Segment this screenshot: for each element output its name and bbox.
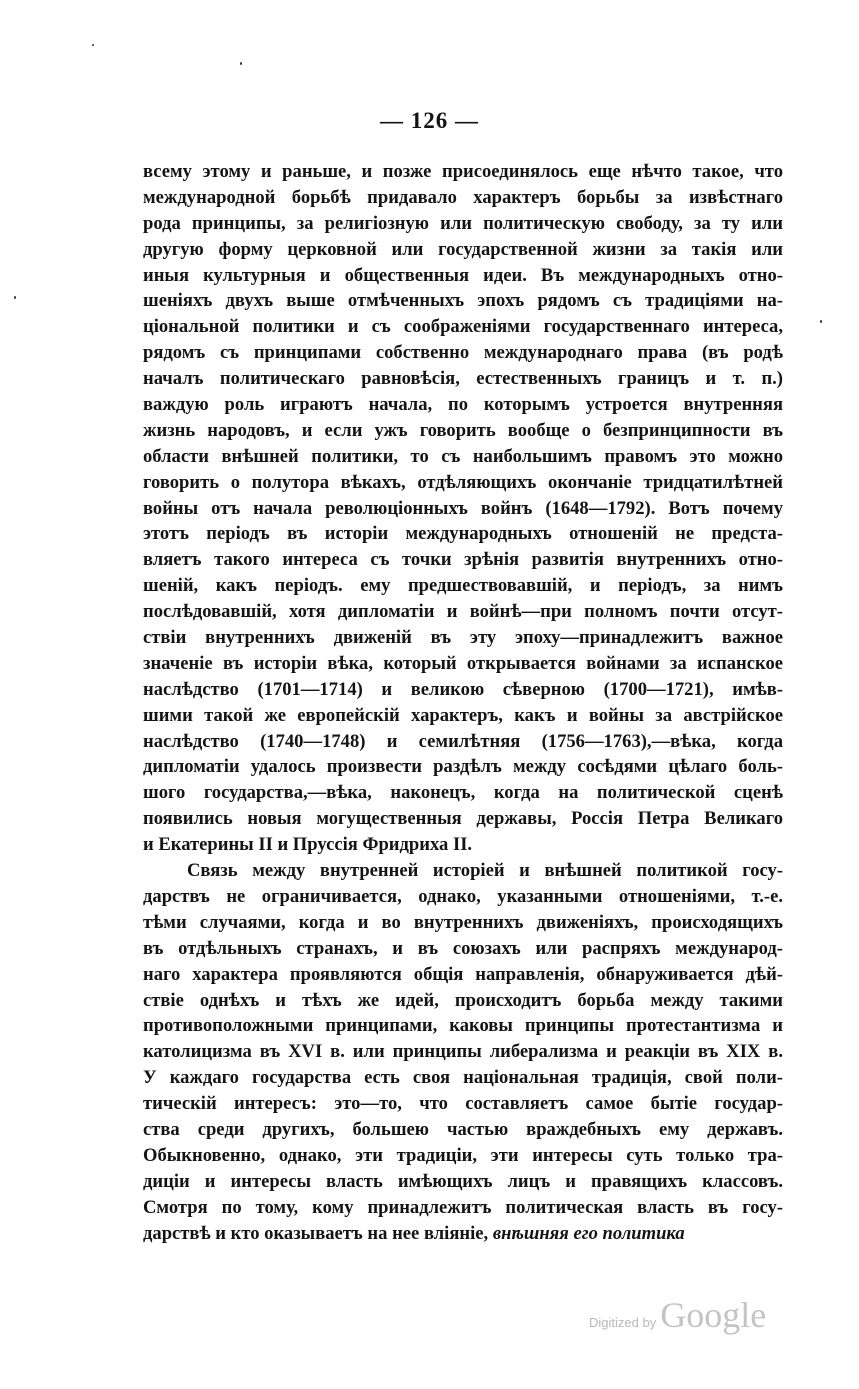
italic-phrase: внѣшняя его политика bbox=[492, 1222, 685, 1244]
text-line: появились новыя могущественныя державы, Россія Петра Великаго bbox=[143, 808, 783, 830]
text-line: тическій интересъ: это—то, что составляетъ самое бытіе государ- bbox=[143, 1093, 783, 1115]
google-logo: Google bbox=[660, 1295, 767, 1335]
text-line: ства среди другихъ, большею частью враждебныхъ ему державъ. bbox=[143, 1118, 783, 1140]
text-line: наслѣдство (1701—1714) и великою сѣверною (1700—1721), имѣв- bbox=[143, 678, 783, 700]
text-line: католицизма въ XVI в. или принципы либерализма и реакціи въ XIX в. bbox=[143, 1041, 783, 1063]
text-line: ціональной политики и съ соображеніями государственнаго интереса, bbox=[143, 316, 783, 338]
text-line-final bbox=[143, 1221, 783, 1247]
text-line: шими такой же европейскій характеръ, какъ и войны за австрійское bbox=[143, 704, 783, 726]
text-line: области внѣшней политики, то съ наибольшимъ правомъ это можно bbox=[143, 445, 783, 467]
text-line: дарствъ не ограничивается, однако, указанными отношеніями, т.-е. bbox=[143, 885, 783, 907]
text-line: этотъ періодъ въ исторіи международныхъ отношеній не предста- bbox=[143, 523, 783, 545]
paragraph-start-line: Связь между внутренней исторіей и внѣшней политикой госу- bbox=[187, 860, 783, 882]
text-line: рядомъ съ принципами собственно международнаго права (въ родѣ bbox=[143, 342, 783, 364]
body-text bbox=[143, 159, 783, 1246]
text-line: Смотря по тому, кому принадлежитъ политическая власть въ госу- bbox=[143, 1196, 783, 1218]
text-line: рода принципы, за религіозную или политическую свободу, за ту или bbox=[143, 212, 783, 234]
digitized-by-watermark bbox=[589, 1294, 766, 1336]
scan-speck bbox=[240, 62, 242, 65]
text-line: жизнь народовъ, и если ужъ говорить вообще о безпринципности въ bbox=[143, 419, 783, 441]
scan-speck bbox=[92, 44, 94, 46]
text-line: дипломатіи удалось произвести раздѣлъ между сосѣдями цѣлаго боль- bbox=[143, 756, 783, 778]
text-line: противоположными принципами, каковы принципы протестантизма и bbox=[143, 1015, 783, 1037]
text-line: Обыкновенно, однако, эти традиціи, эти интересы суть только тра- bbox=[143, 1144, 783, 1166]
text-line: ствіе однѣхъ и тѣхъ же идей, происходитъ борьба между такими bbox=[143, 989, 783, 1011]
text-line: другую форму церковной или государственной жизни за такія или bbox=[143, 238, 783, 260]
paragraph-end-line: и Екатерины II и Пруссія Фридриха II. bbox=[143, 834, 473, 856]
digitized-by-label: Digitized by bbox=[589, 1315, 657, 1330]
text-line: началъ политическаго равновѣсія, естественныхъ границъ и т. п.) bbox=[143, 368, 783, 390]
text-line: У каждаго государства есть своя національная традиція, свой поли- bbox=[143, 1067, 783, 1089]
text-line: шеніяхъ двухъ выше отмѣченныхъ эпохъ рядомъ съ традиціями на- bbox=[143, 290, 783, 312]
scan-speck bbox=[820, 320, 822, 323]
text-line: шого государства,—вѣка, наконецъ, когда на политической сценѣ bbox=[143, 782, 783, 804]
text-line: ствіи внутреннихъ движеній въ эту эпоху—принадлежитъ важное bbox=[143, 627, 783, 649]
text-line: наслѣдство (1740—1748) и семилѣтняя (1756—1763),—вѣка, когда bbox=[143, 730, 783, 752]
text-line: наго характера проявляются общія направленія, обнаруживается дѣй- bbox=[143, 963, 783, 985]
text-line: послѣдовавшій, хотя дипломатіи и войнѣ—при полномъ почти отсут- bbox=[143, 601, 783, 623]
text-line: диціи и интересы власть имѣющихъ лицъ и правящихъ классовъ. bbox=[143, 1170, 783, 1192]
text-line: тѣми случаями, когда и во внутреннихъ движеніяхъ, происходящихъ bbox=[143, 911, 783, 933]
text-line: важдую роль играютъ начала, по которымъ устроется внутренняя bbox=[143, 394, 783, 416]
text-line: войны отъ начала революціонныхъ войнъ (1648—1792). Вотъ почему bbox=[143, 497, 783, 519]
text-line: иныя культурныя и общественныя идеи. Въ международныхъ отно- bbox=[143, 264, 783, 286]
text-line: вляетъ такого интереса съ точки зрѣнія развитія внутреннихъ отно- bbox=[143, 549, 783, 571]
final-line-text: дарствѣ и кто оказываетъ на нее вліяніе, bbox=[143, 1222, 489, 1244]
text-line: шеній, какъ періодъ. ему предшествовавшій, и періодъ, за нимъ bbox=[143, 575, 783, 597]
text-line: всему этому и раньше, и позже присоединялось еще нѣчто такое, что bbox=[143, 161, 783, 182]
text-line: значеніе въ исторіи вѣка, который открывается войнами за испанское bbox=[143, 652, 783, 674]
text-line: говорить о полутора вѣкахъ, отдѣляющихъ окончаніе тридцатилѣтней bbox=[143, 471, 783, 493]
scan-speck bbox=[14, 296, 16, 299]
page-number: — 126 — bbox=[380, 108, 479, 133]
text-line: въ отдѣльныхъ странахъ, и въ союзахъ или распряхъ международ- bbox=[143, 937, 783, 959]
text-line: международной борьбѣ придавало характеръ борьбы за извѣстнаго bbox=[143, 186, 783, 208]
